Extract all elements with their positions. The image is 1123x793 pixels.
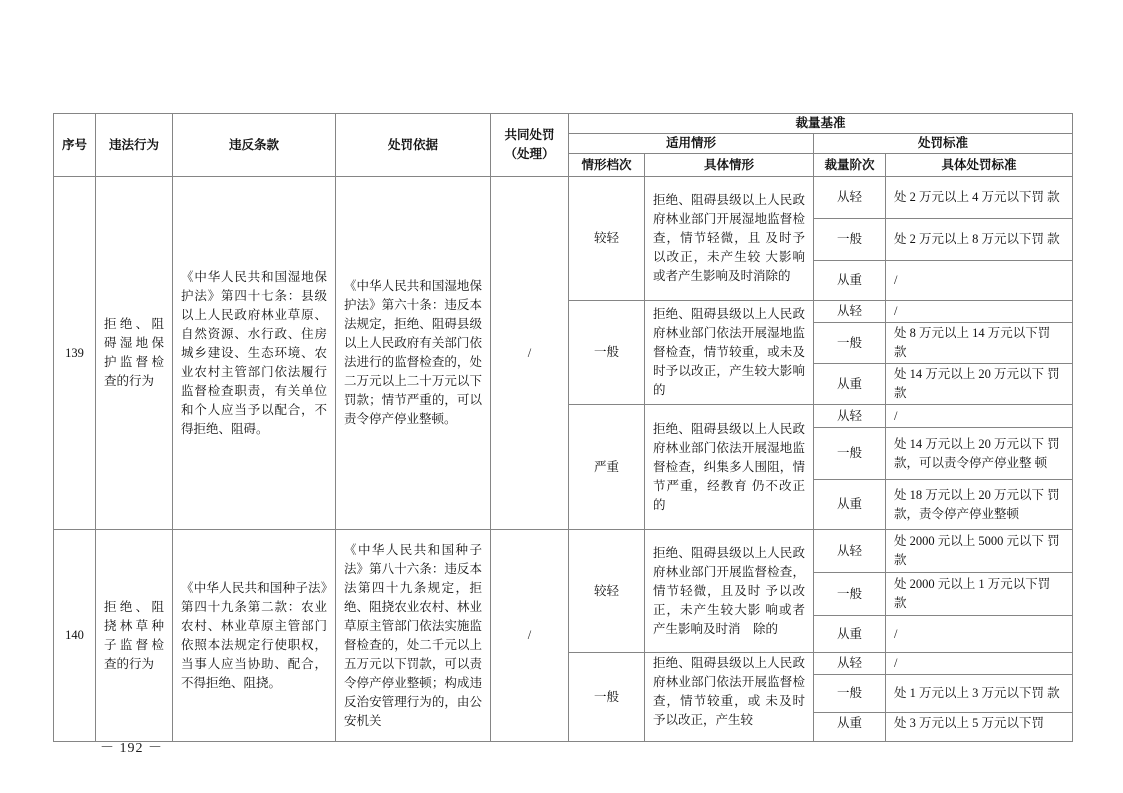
- situation-level-cell: 一般: [569, 653, 645, 742]
- penalty-standard-cell: 处 1 万元以上 3 万元以下罚 款: [886, 675, 1073, 713]
- discretion-stage-cell: 从重: [814, 364, 886, 405]
- discretion-stage-cell: 一般: [814, 219, 886, 261]
- situation-level-cell: 一般: [569, 301, 645, 405]
- discretion-stage-cell: 从重: [814, 713, 886, 742]
- header-illegal-act: 违法行为: [96, 114, 173, 177]
- penalty-standard-cell: 处 14 万元以上 20 万元以下 罚款，可以责令停产停业整 顿: [886, 428, 1073, 480]
- discretion-stage-cell: 从重: [814, 480, 886, 530]
- situation-level-cell: 较轻: [569, 177, 645, 301]
- situation-level-cell: 较轻: [569, 530, 645, 653]
- penalty-standard-cell: 处 3 万元以上 5 万元以下罚: [886, 713, 1073, 742]
- page-number: － 192 －: [100, 741, 163, 756]
- discretion-stage-cell: 一般: [814, 573, 886, 616]
- violated-clause-cell-139: 《中华人民共和国湿地保护法》第四十七条：县级以上人民政府林业草原、自然资源、水行政、住房城乡建设、生态环境、农业农村主管部门依法履行监督检查职责，有关单位和个人应当予以配合，不得拒绝、阻碍。: [173, 177, 336, 530]
- header-joint-penalty: 共同处罚（处理）: [491, 114, 569, 177]
- header-specific-situation: 具体情形: [645, 154, 814, 177]
- joint-penalty-cell-139: /: [491, 177, 569, 530]
- situation-level-cell: 严重: [569, 405, 645, 530]
- discretion-stage-cell: 从轻: [814, 405, 886, 428]
- joint-penalty-cell-140: /: [491, 530, 569, 742]
- header-serial: 序号: [54, 114, 96, 177]
- header-violated-clause: 违反条款: [173, 114, 336, 177]
- header-specific-penalty-standard: 具体处罚标准: [886, 154, 1073, 177]
- penalty-standard-cell: /: [886, 653, 1073, 675]
- penalty-standard-cell: 处 2000 元以上 5000 元以下 罚款: [886, 530, 1073, 573]
- penalty-standards-table: [53, 113, 1073, 742]
- table-header: [54, 114, 1073, 177]
- header-penalty-basis: 处罚依据: [336, 114, 491, 177]
- specific-situation-cell: 拒绝、阻碍县级以上人民政府林业部门依法开展湿地监督检查，情节较重，或未及时予以改正，产生较大影响的: [645, 301, 814, 405]
- violated-clause-cell-140: 《中华人民共和国种子法》第四十九条第二款：农业农村、林业草原主管部门依照本法规定行使职权，当事人应当协助、配合，不得拒绝、阻挠。: [173, 530, 336, 742]
- table-body: [54, 177, 1073, 742]
- penalty-standard-cell: 处 8 万元以上 14 万元以下罚 款: [886, 323, 1073, 364]
- illegal-act-cell-140: 拒绝、阻挠林草种子监督检查的行为: [96, 530, 173, 742]
- serial-cell-139: 139: [54, 177, 96, 530]
- table-row: [54, 530, 1073, 573]
- header-penalty-standard: 处罚标准: [814, 134, 1073, 154]
- penalty-standard-cell: /: [886, 261, 1073, 301]
- discretion-stage-cell: 从轻: [814, 530, 886, 573]
- discretion-stage-cell: 从重: [814, 616, 886, 653]
- header-situation-level: 情形档次: [569, 154, 645, 177]
- discretion-stage-cell: 一般: [814, 675, 886, 713]
- header-applicable-situations: 适用情形: [569, 134, 814, 154]
- specific-situation-cell: 拒绝、阻碍县级以上人民政府林业部门依法开展湿地监督检查，纠集多人围阻，情节严重，经教育 仍不改正的: [645, 405, 814, 530]
- penalty-standard-cell: /: [886, 301, 1073, 323]
- penalty-standard-cell: 处 14 万元以上 20 万元以下 罚款: [886, 364, 1073, 405]
- serial-cell-140: 140: [54, 530, 96, 742]
- illegal-act-cell-139: 拒绝、阻碍湿地保护监督检查的行为: [96, 177, 173, 530]
- penalty-standard-cell: 处 2 万元以上 4 万元以下罚 款: [886, 177, 1073, 219]
- penalty-standard-cell: /: [886, 405, 1073, 428]
- discretion-stage-cell: 一般: [814, 323, 886, 364]
- discretion-stage-cell: 从重: [814, 261, 886, 301]
- penalty-basis-cell-140: 《中华人民共和国种子法》第八十六条：违反本法第四十九条规定，拒绝、阻挠农业农村、林业草原主管部门依法实施监督检查的，处二千元以上五万元以下罚款，可以责令停产停业整顿；构成违反治安管理行为的，由公安机关: [336, 530, 491, 742]
- table-row: [54, 177, 1073, 219]
- penalty-standard-cell: /: [886, 616, 1073, 653]
- discretion-stage-cell: 从轻: [814, 177, 886, 219]
- penalty-standard-cell: 处 18 万元以上 20 万元以下 罚款，责令停产停业整顿: [886, 480, 1073, 530]
- specific-situation-cell: 拒绝、阻碍县级以上人民政府林业部门依法开展监督检查，情节较重，或 未及时予以改正，产生较: [645, 653, 814, 742]
- header-discretion-stage: 裁量阶次: [814, 154, 886, 177]
- header-discretion-benchmark: 裁量基准: [569, 114, 1073, 134]
- penalty-standard-cell: 处 2 万元以上 8 万元以下罚 款: [886, 219, 1073, 261]
- specific-situation-cell: 拒绝、阻碍县级以上人民政府林业部门开展湿地监督检查，情节轻微，且 及时予以改正，未产生较 大影响或者产生影响及时消除的: [645, 177, 814, 301]
- discretion-stage-cell: 从轻: [814, 653, 886, 675]
- discretion-stage-cell: 一般: [814, 428, 886, 480]
- specific-situation-cell: 拒绝、阻碍县级以上人民政府林业部门开展监督检查，情节轻微，且及时 予以改正，未产生较大影 响或者产生影响及时消 除的: [645, 530, 814, 653]
- penalty-standard-cell: 处 2000 元以上 1 万元以下罚 款: [886, 573, 1073, 616]
- discretion-stage-cell: 从轻: [814, 301, 886, 323]
- penalty-basis-cell-139: 《中华人民共和国湿地保护法》第六十条：违反本法规定，拒绝、阻碍县级以上人民政府有关部门依法进行的监督检查的，处二万元以上二十万元以下罚款；情节严重的，可以责令停产停业整顿。: [336, 177, 491, 530]
